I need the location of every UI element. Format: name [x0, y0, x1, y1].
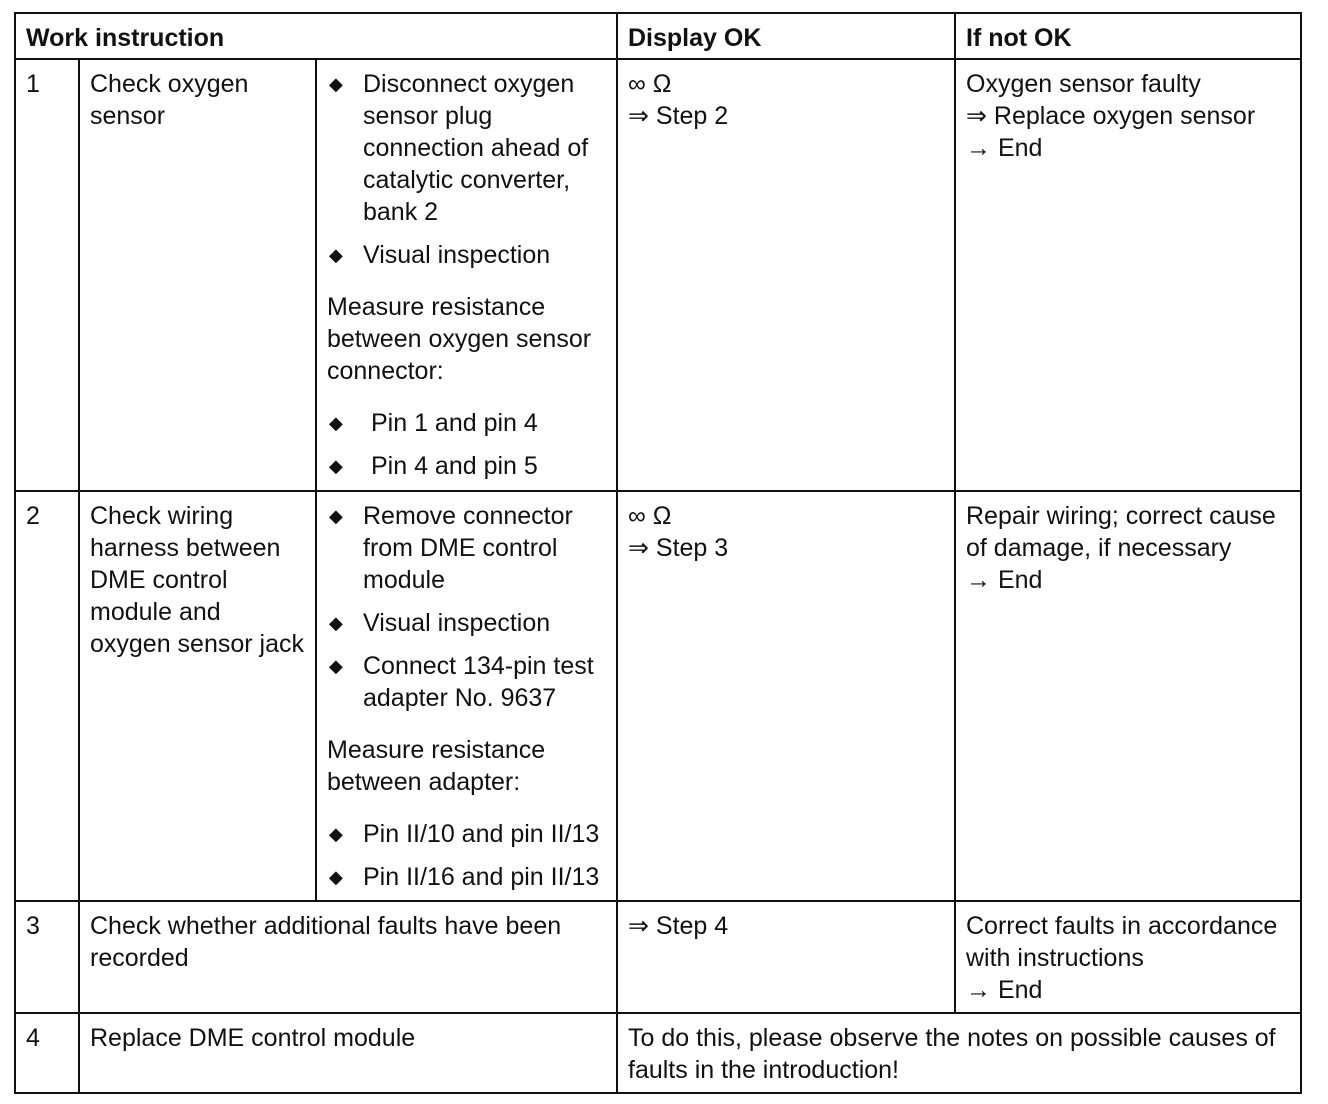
diamond-bullet-icon: ◆ — [329, 74, 343, 94]
notok-end: → End — [966, 976, 1043, 1004]
list-item: ◆ Visual inspection — [329, 241, 551, 269]
step-number: 4 — [15, 1013, 79, 1093]
measure-instruction: Measure resistance between oxygen sensor connector: — [327, 293, 592, 385]
step-title: Check whether additional faults have been recorded — [79, 901, 617, 1013]
header-if-not-ok: If not OK — [955, 13, 1301, 59]
table-row — [15, 59, 1301, 491]
ok-value: ∞ Ω — [628, 70, 672, 98]
ok-next-step: ⇒ Step 2 — [628, 102, 729, 130]
step-number: 2 — [15, 491, 79, 901]
pin-list — [327, 407, 606, 482]
list-item: ◆ Visual inspection — [329, 609, 551, 637]
step-number: 3 — [15, 901, 79, 1013]
diamond-bullet-icon: ◆ — [329, 456, 343, 476]
ok-next-step: ⇒ Step 3 — [628, 534, 729, 562]
step-title: Check wiring harness between DME control module and oxygen sensor jack — [79, 491, 316, 901]
header-row — [15, 13, 1301, 59]
ok-value: ∞ Ω — [628, 502, 672, 530]
header-display-ok: Display OK — [617, 13, 955, 59]
notok-action: ⇒ Replace oxygen sensor — [966, 102, 1256, 130]
if-not-ok-cell — [955, 491, 1301, 901]
step-number: 1 — [15, 59, 79, 491]
work-instruction-table — [14, 12, 1302, 1094]
notok-text: Oxygen sensor faulty — [966, 70, 1201, 98]
list-item: ◆ Remove connector from DME control module — [329, 502, 573, 594]
notok-end: → End — [966, 134, 1043, 162]
bullet-list — [327, 68, 606, 271]
diamond-bullet-icon: ◆ — [329, 506, 343, 526]
diamond-bullet-icon: ◆ — [329, 613, 343, 633]
list-item: ◆ Pin II/16 and pin II/13 — [329, 863, 600, 891]
display-ok-cell — [617, 901, 955, 1013]
measure-instruction: Measure resistance between adapter: — [327, 736, 546, 796]
note-cell: To do this, please observe the notes on possible causes of faults in the introduction! — [617, 1013, 1301, 1093]
notok-text: Correct faults in accordance with instructions — [966, 912, 1278, 972]
diamond-bullet-icon: ◆ — [329, 824, 343, 844]
step-details — [316, 491, 617, 901]
diamond-bullet-icon: ◆ — [329, 867, 343, 887]
display-ok-cell — [617, 59, 955, 491]
if-not-ok-cell — [955, 59, 1301, 491]
list-item: ◆ Pin 1 and pin 4 — [329, 409, 538, 437]
bullet-list — [327, 500, 606, 714]
diamond-bullet-icon: ◆ — [329, 656, 343, 676]
header-work-instruction: Work instruction — [15, 13, 617, 59]
if-not-ok-cell — [955, 901, 1301, 1013]
list-item: ◆ Pin II/10 and pin II/13 — [329, 820, 600, 848]
step-title: Check oxygen sensor — [79, 59, 316, 491]
diamond-bullet-icon: ◆ — [329, 413, 343, 433]
notok-end: → End — [966, 566, 1043, 594]
step-title: Replace DME control module — [79, 1013, 617, 1093]
table-row — [15, 901, 1301, 1013]
diamond-bullet-icon: ◆ — [329, 245, 343, 265]
list-item: ◆ Pin 4 and pin 5 — [329, 452, 538, 480]
step-details — [316, 59, 617, 491]
table-row — [15, 1013, 1301, 1093]
display-ok-cell — [617, 491, 955, 901]
notok-text: Repair wiring; correct cause of damage, if necessary — [966, 502, 1276, 562]
ok-next-step: ⇒ Step 4 — [628, 912, 729, 940]
list-item: ◆ Disconnect oxygen sensor plug connection ahead of catalytic converter, bank 2 — [329, 70, 589, 226]
pin-list — [327, 818, 606, 893]
list-item: ◆ Connect 134-pin test adapter No. 9637 — [329, 652, 594, 712]
table-row — [15, 491, 1301, 901]
